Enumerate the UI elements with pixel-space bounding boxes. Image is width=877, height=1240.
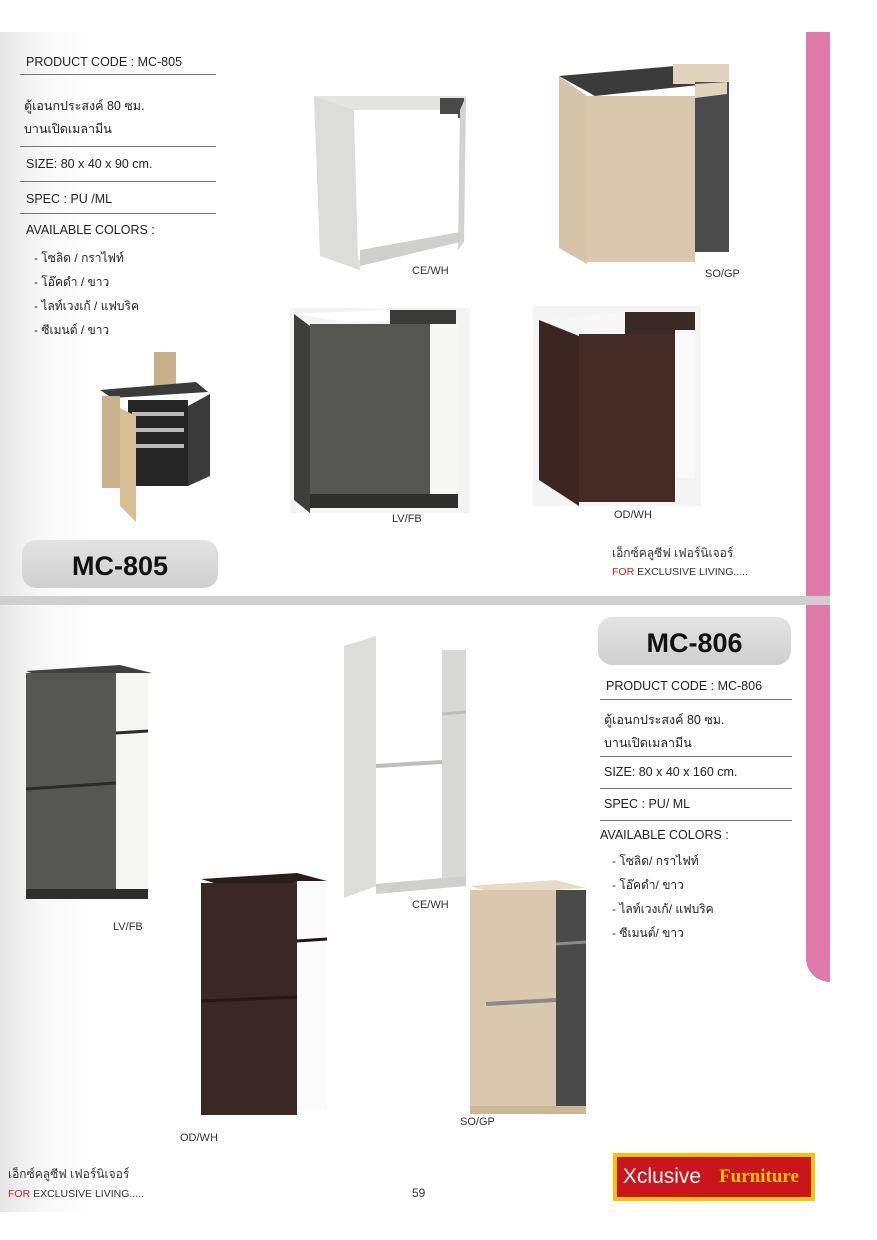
- mc806-label-ce: CE/WH: [412, 899, 449, 911]
- brand-for: FOR: [8, 1188, 31, 1200]
- mc805-color-list: [34, 246, 139, 342]
- mc806-label-lv: LV/FB: [113, 921, 143, 933]
- divider: [600, 756, 792, 757]
- mc806-desc-line1: ตู้เอนกประสงค์ 80 ซม.: [604, 713, 725, 727]
- divider: [20, 213, 216, 214]
- mc805-badge: MC-805: [22, 540, 218, 588]
- mc805-so-gp-image: [555, 62, 735, 264]
- mc805-ce-wh-image: [310, 90, 470, 270]
- mc806-size: SIZE: 80 x 40 x 160 cm.: [604, 765, 738, 779]
- divider: [20, 181, 216, 182]
- brand-for: FOR: [612, 566, 635, 578]
- mc806-spec: SPEC : PU/ ML: [604, 797, 691, 811]
- divider: [600, 699, 792, 700]
- brand-thai-name-bottom: เอ็กซ์คลูซีฟ เฟอร์นิเจอร์: [8, 1167, 130, 1181]
- brand-logo-left: Xclusive: [617, 1157, 707, 1197]
- color-item: - โซลิด / กราไฟท์: [34, 251, 124, 265]
- mc806-ce-wh-image: [340, 636, 470, 898]
- mc805-product-code: PRODUCT CODE : MC-805: [26, 55, 183, 69]
- mc805-desc-line1: ตู้เอนกประสงค์ 80 ซม.: [24, 99, 145, 113]
- divider: [20, 146, 216, 147]
- section-divider: [0, 596, 830, 605]
- mc805-open-cabinet-image: [98, 352, 218, 524]
- divider: [600, 820, 792, 821]
- mc806-od-wh-image: [197, 873, 331, 1117]
- mc806-color-list: [612, 849, 714, 945]
- mc806-badge: MC-806: [598, 617, 791, 665]
- color-item: - ซีเมนต์/ ขาว: [612, 926, 684, 940]
- mc805-label-od: OD/WH: [614, 509, 652, 521]
- mc806-desc-line2: บานเปิดเมลามีน: [604, 736, 692, 750]
- mc805-label-so: SO/GP: [705, 268, 740, 280]
- mc805-od-wh-image: [533, 306, 701, 506]
- color-item: - โอ๊คดำ/ ขาว: [612, 878, 684, 892]
- brand-logo-right: Furniture: [707, 1157, 811, 1197]
- mc806-label-so: SO/GP: [460, 1116, 495, 1128]
- mc805-lv-fb-image: [290, 308, 470, 513]
- color-item: - ไลท์เวงเก้/ แฟบริค: [612, 902, 714, 916]
- color-item: - โอ๊คดำ / ขาว: [34, 275, 110, 289]
- color-item: - ไลท์เวงเก้ / แฟบริค: [34, 299, 140, 313]
- color-item: - โซลิด/ กราไฟท์: [612, 854, 699, 868]
- color-item: - ซีเมนต์ / ขาว: [34, 323, 110, 337]
- mc805-spec: SPEC : PU /ML: [26, 192, 113, 206]
- mc806-label-od: OD/WH: [180, 1132, 218, 1144]
- brand-tagline: EXCLUSIVE LIVING.....: [637, 566, 748, 578]
- divider: [20, 74, 216, 75]
- brand-logo: [613, 1153, 815, 1201]
- divider: [600, 788, 792, 789]
- pink-side-tab: [806, 32, 830, 982]
- mc805-desc-line2: บานเปิดเมลามีน: [24, 122, 112, 136]
- mc806-product-code: PRODUCT CODE : MC-806: [606, 679, 763, 693]
- mc805-colors-title: AVAILABLE COLORS :: [26, 223, 155, 237]
- mc805-label-ce: CE/WH: [412, 265, 449, 277]
- mc806-colors-title: AVAILABLE COLORS :: [600, 828, 729, 842]
- mc805-size: SIZE: 80 x 40 x 90 cm.: [26, 157, 153, 171]
- page-number: 59: [412, 1186, 426, 1200]
- mc805-label-lv: LV/FB: [392, 513, 422, 525]
- brand-tagline: EXCLUSIVE LIVING.....: [33, 1188, 144, 1200]
- brand-tagline-top: [612, 566, 748, 578]
- mc806-lv-fb-image: [24, 665, 154, 901]
- brand-tagline-bottom: [8, 1188, 144, 1200]
- mc806-so-gp-image: [466, 880, 590, 1116]
- brand-thai-name-top: เอ็กซ์คลูซีฟ เฟอร์นิเจอร์: [612, 546, 734, 560]
